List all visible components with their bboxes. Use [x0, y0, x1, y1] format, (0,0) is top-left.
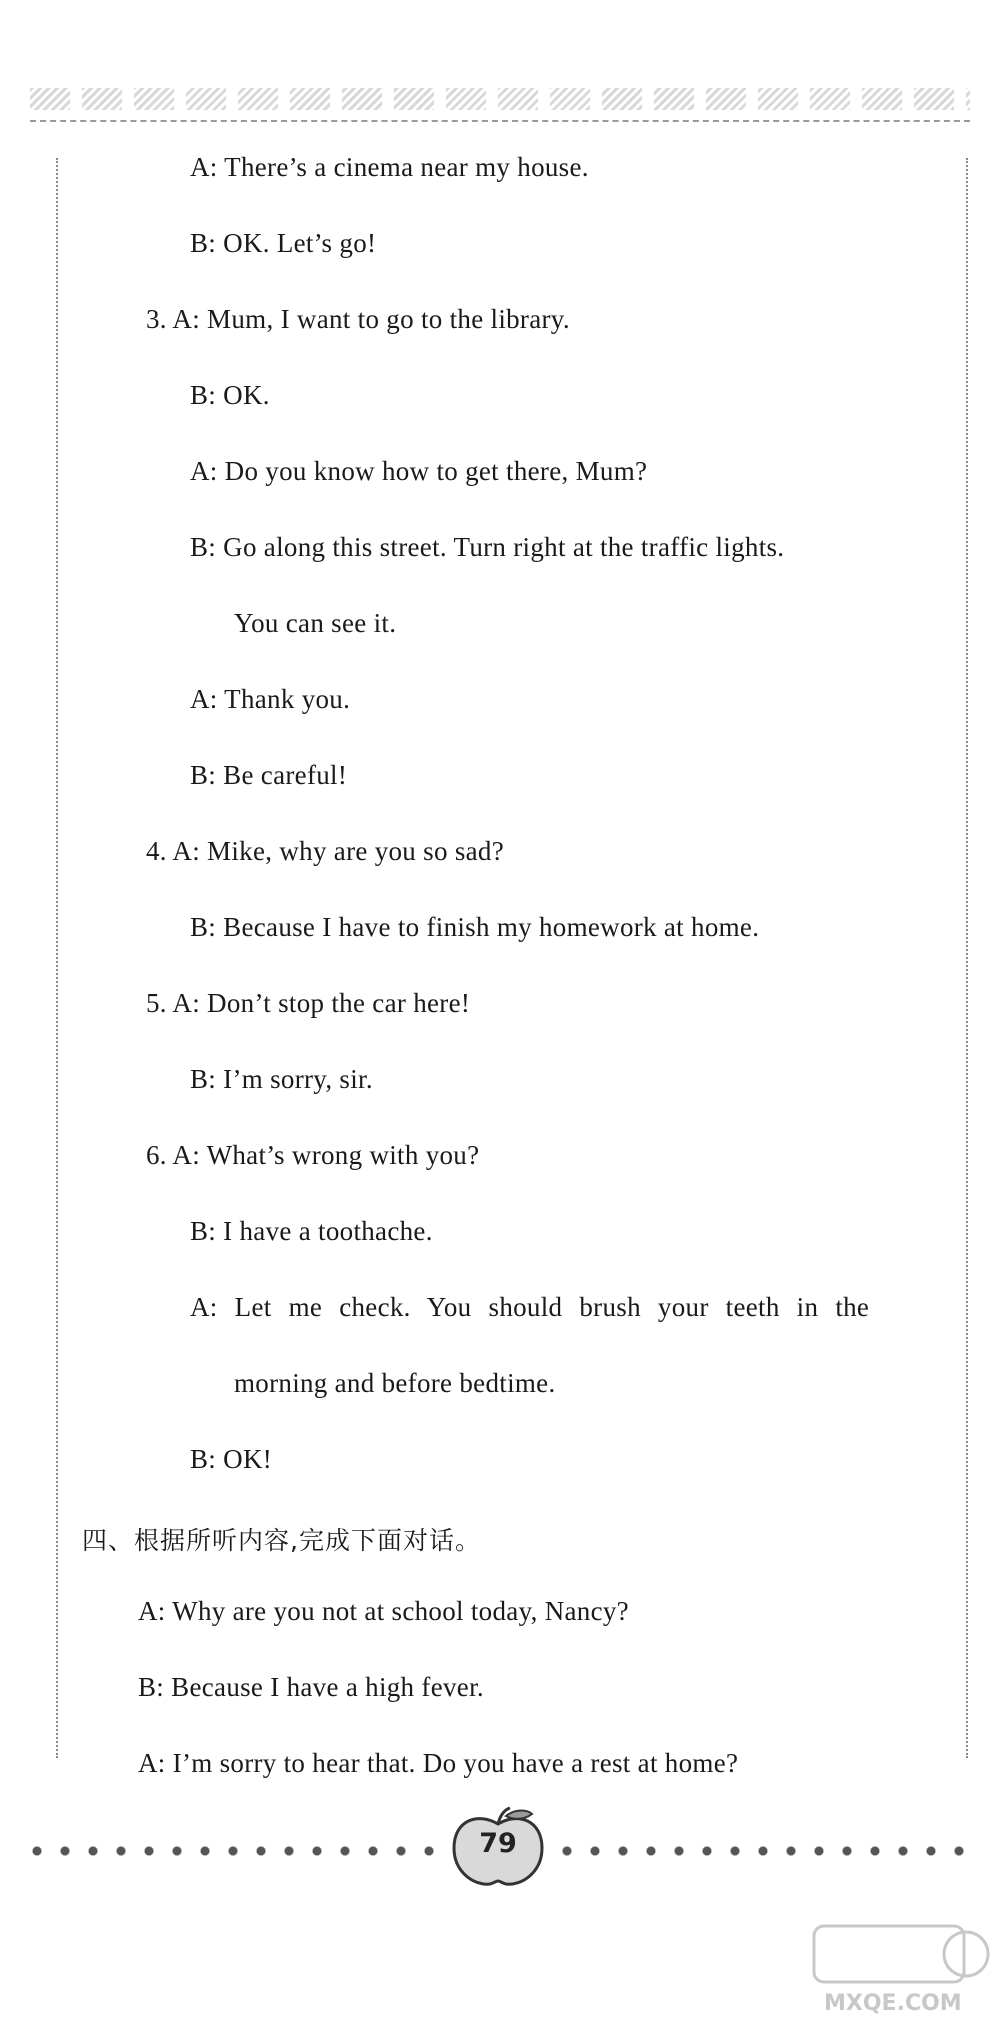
top-dashed-rule: [30, 120, 970, 122]
dialogue-line: B: OK. Let’s go!: [190, 228, 377, 258]
dialogue-line-continued: You can see it.: [234, 608, 397, 638]
right-margin-rule: [966, 158, 968, 1758]
section-dialogue-line: B: Because I have a high fever.: [138, 1672, 484, 1702]
bottom-dots-right: [560, 1844, 970, 1858]
dialogue-line: B: Because I have to finish my homework at home.: [190, 912, 760, 942]
item-3-line: 3. A: Mum, I want to go to the library.: [146, 304, 570, 334]
dialogue-line: A: Do you know how to get there, Mum?: [190, 456, 648, 486]
item-5-line: 5. A: Don’t stop the car here!: [146, 988, 471, 1018]
left-margin-rule: [56, 158, 58, 1758]
section-dialogue-line: A: Why are you not at school today, Nancy?: [138, 1596, 629, 1626]
dialogue-line: B: I have a toothache.: [190, 1216, 433, 1246]
dialogue-line: A: There’s a cinema near my house.: [190, 152, 589, 182]
dialogue-line: B: OK!: [190, 1444, 273, 1474]
bottom-dots-left: [30, 1844, 450, 1858]
item-6-line: 6. A: What’s wrong with you?: [146, 1140, 480, 1170]
item-4-line: 4. A: Mike, why are you so sad?: [146, 836, 504, 866]
dialogue-line: A: Let me check. You should brush your teeth in the: [190, 1292, 870, 1322]
dialogue-line: B: OK.: [190, 380, 270, 410]
page-number: 79: [479, 1828, 517, 1859]
watermark-text: MXQE.COM: [824, 1991, 962, 2016]
dialogue-line: B: Be careful!: [190, 760, 348, 790]
dialogue-line-continued: morning and before bedtime.: [234, 1368, 556, 1398]
dialogue-line: A: Thank you.: [190, 684, 351, 714]
top-band-gaps: [30, 88, 970, 110]
watermark-logo-icon: [810, 1920, 990, 2020]
section-heading: 四、根据所听内容,完成下面对话。: [82, 1526, 481, 1555]
section-dialogue-line: A: I’m sorry to hear that. Do you have a rest at home?: [138, 1748, 739, 1778]
dialogue-line: B: I’m sorry, sir.: [190, 1064, 373, 1094]
dialogue-line: B: Go along this street. Turn right at the traffic lights.: [190, 532, 785, 562]
